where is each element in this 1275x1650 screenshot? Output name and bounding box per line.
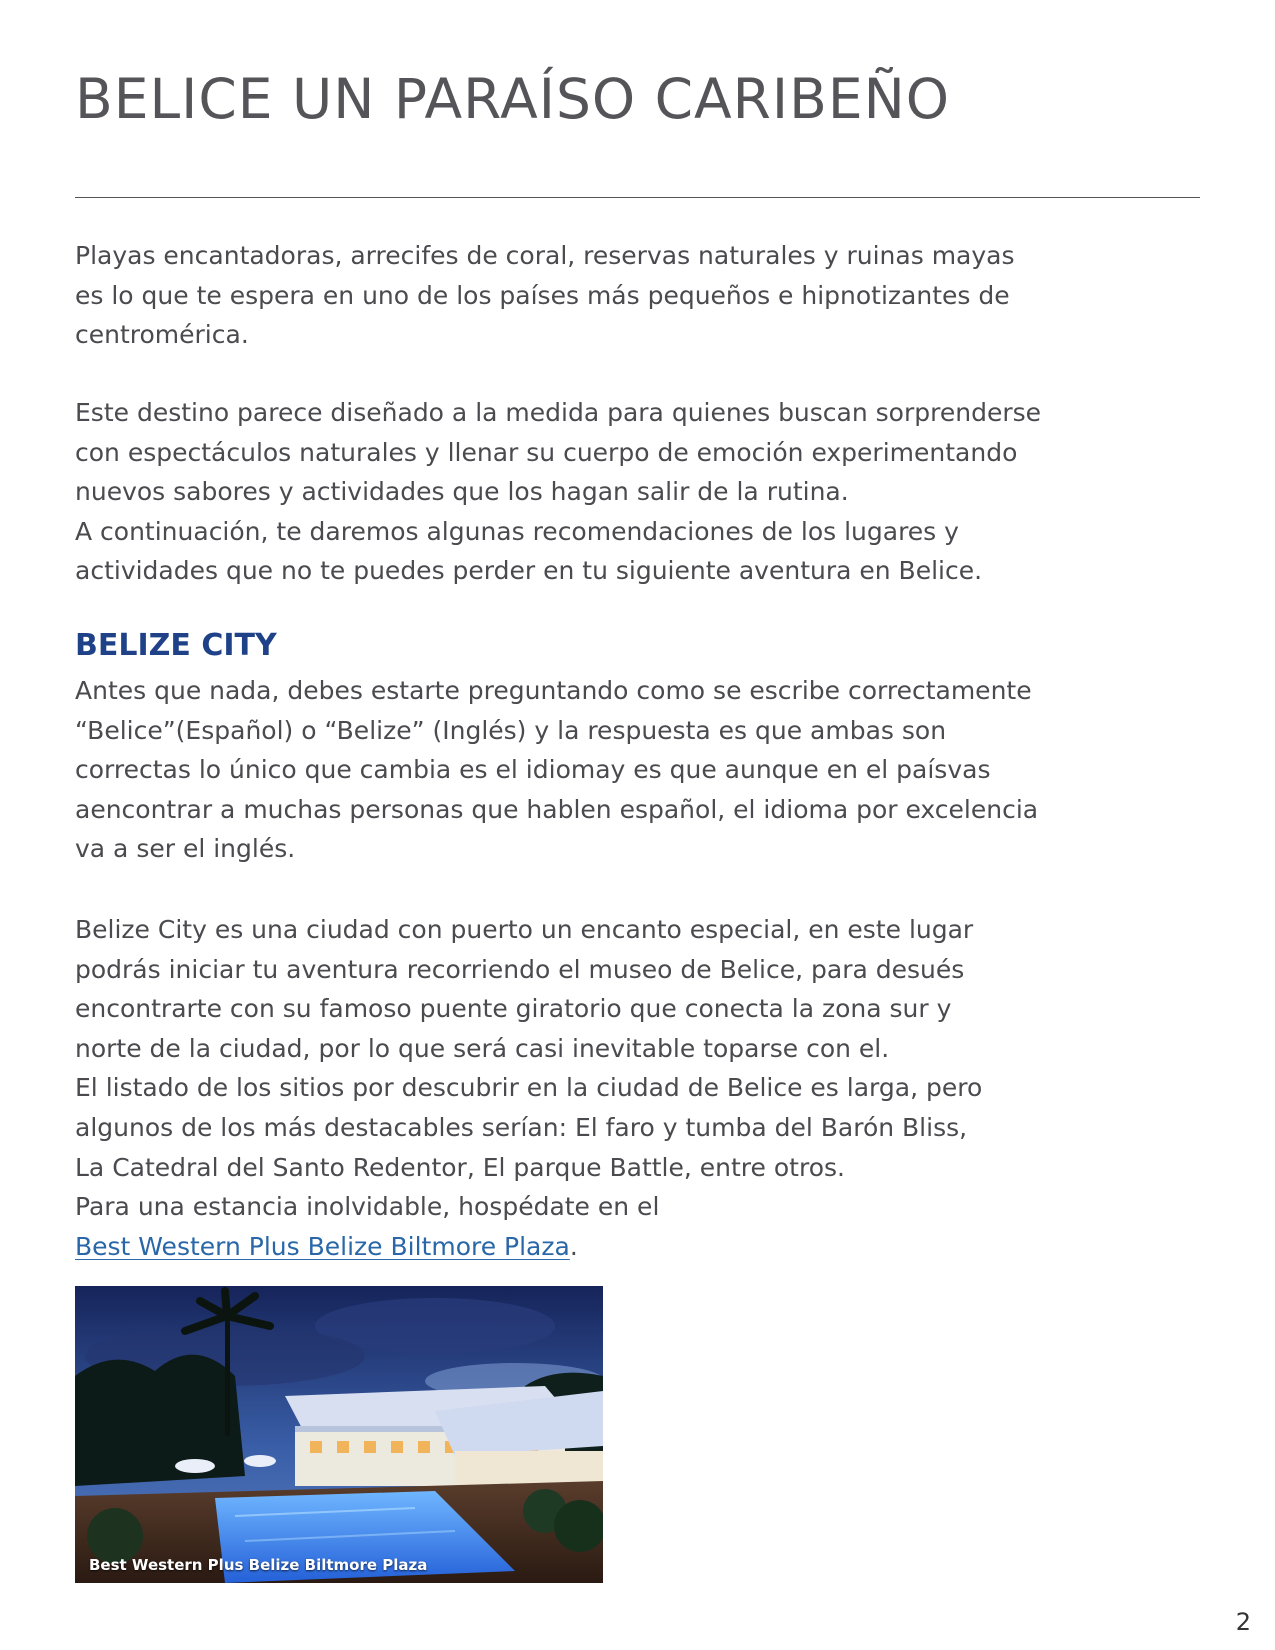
hotel-photo — [75, 1286, 603, 1583]
title-divider — [75, 197, 1200, 198]
hotel-link[interactable]: Best Western Plus Belize Biltmore Plaza — [75, 1231, 570, 1261]
page-title: BELICE UN PARAÍSO CARIBEÑO — [75, 67, 951, 131]
belize-city-paragraph-1: Antes que nada, debes estarte preguntando como se escribe correctamente “Belice”(Español) o “Belize” (Inglés) y la respuesta es que ambas son correctas lo único que cambia es el idiomay es que aunque en el paísvas aencontrar a muchas personas que hablen español, el idioma por excelencia va a ser el inglés. — [75, 676, 1039, 864]
intro-paragraph-1: Playas encantadoras, arrecifes de coral, reservas naturales y ruinas mayas es lo que te espera en uno de los países más pequeños e hipnotizantes de centromérica. — [75, 241, 1015, 350]
belize-city-paragraph-2 — [75, 910, 1215, 1266]
section-heading-belize-city: BELIZE CITY — [75, 628, 277, 663]
link-trailing-period: . — [569, 1231, 578, 1261]
page-number: 2 — [1235, 1608, 1251, 1636]
hotel-pool-illustration — [75, 1286, 603, 1583]
photo-caption: Best Western Plus Belize Biltmore Plaza — [89, 1556, 428, 1574]
intro-paragraph-2: Este destino parece diseñado a la medida para quienes buscan sorprenderse con espectáculos naturales y llenar su cuerpo de emoción experimentando nuevos sabores y actividades que los hagan salir de la rutina. A continuación, te daremos algunas recomendaciones de los lugares y actividades que no te puedes perder en tu siguiente aventura en Belice. — [75, 398, 1042, 586]
belize-city-paragraph-2-text: Belize City es una ciudad con puerto un encanto especial, en este lugar podrás iniciar tu aventura recorriendo el museo de Belice, para desués encontrarte con su famoso puente giratorio que conecta la zona sur y norte de la ciudad, por lo que será casi inevitable toparse con el. El listado de los sitios por descubrir en la ciudad de Belice es larga, pero algunos de los más destacables serían: El faro y tumba del Barón Bliss, La Catedral del Santo Redentor, El parque Battle, entre otros. Para una estancia inolvidable, hospédate en el — [75, 915, 983, 1222]
